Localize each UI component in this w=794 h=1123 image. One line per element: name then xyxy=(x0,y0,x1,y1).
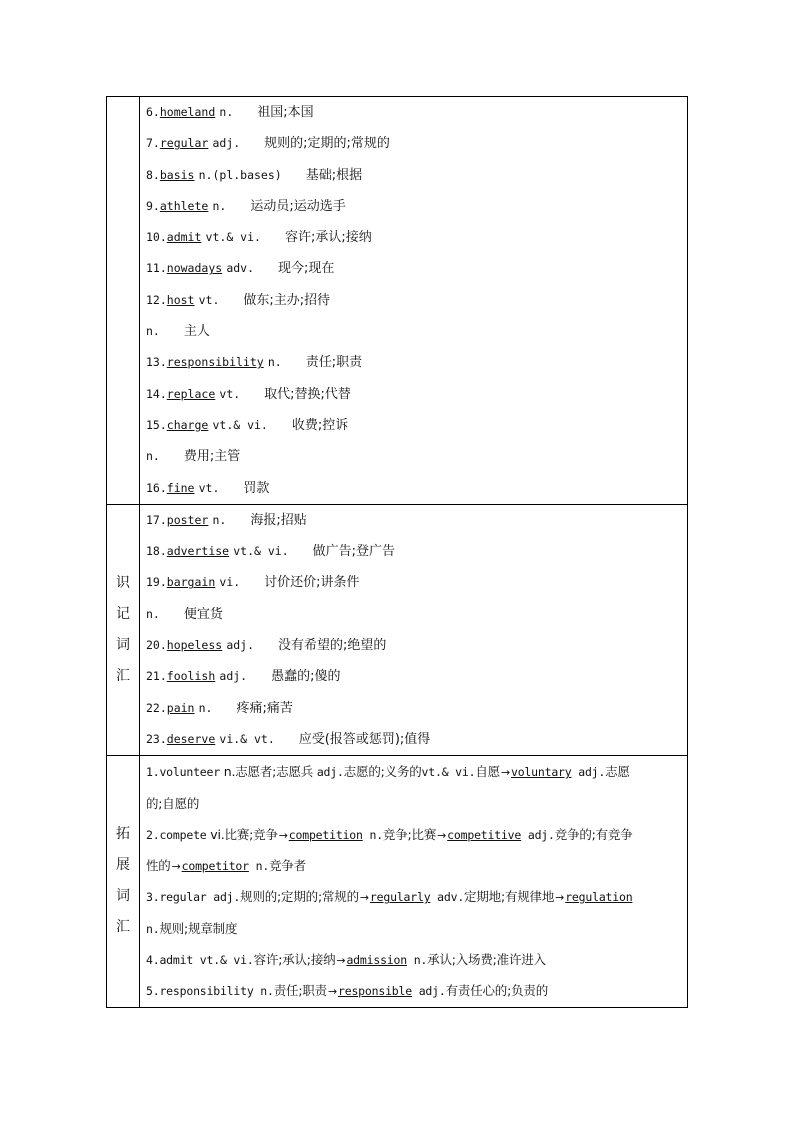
meaning: 收费;控诉 xyxy=(291,417,349,433)
vocabulary-entry xyxy=(146,630,681,661)
pos: vt.& vi. xyxy=(193,953,254,968)
meaning: 做广告;登广告 xyxy=(312,544,396,560)
headword: responsibility xyxy=(166,355,264,370)
headword: poster xyxy=(166,512,209,527)
part-of-speech: n. xyxy=(146,324,160,339)
derived-word: competitive xyxy=(447,827,522,842)
meaning: 疼痛;痛苦 xyxy=(236,700,293,716)
section-label-text: 拓展词汇 xyxy=(116,826,130,936)
part-of-speech: n. xyxy=(219,105,234,119)
arrow-icon: → xyxy=(500,766,510,780)
definition: 竞争的;有竞争 xyxy=(554,826,633,842)
headword: fine xyxy=(166,480,195,495)
headword: deserve xyxy=(166,731,216,746)
vocabulary-entry xyxy=(146,379,681,410)
headword: pain xyxy=(166,700,195,715)
headword: bargain xyxy=(166,575,216,590)
headword: regular xyxy=(159,136,209,151)
meaning: 便宜货 xyxy=(183,606,223,622)
entry-number: 21. xyxy=(146,669,167,684)
part-of-speech: n. xyxy=(146,449,160,464)
part-of-speech: n. xyxy=(212,198,227,213)
vocabulary-entry xyxy=(146,160,681,191)
pos: adj. xyxy=(411,984,446,999)
meaning: 责任;职责 xyxy=(305,355,363,371)
pos: adj. xyxy=(571,765,606,780)
part-of-speech: vt. xyxy=(219,386,241,401)
vocabulary-entry xyxy=(146,128,681,159)
section-label-recognition xyxy=(107,504,140,755)
pos: adj. xyxy=(316,765,344,780)
headword: 1.volunteer xyxy=(146,765,220,780)
pos: vt.& vi. xyxy=(421,765,476,780)
part-of-speech: vt.& vi. xyxy=(212,417,268,432)
recognition-vocabulary-list xyxy=(140,504,688,755)
meaning: 现今;现在 xyxy=(278,261,335,277)
entry-number: 14. xyxy=(146,386,167,401)
headword: admit xyxy=(166,230,202,245)
definition: 有责任心的;负责的 xyxy=(445,983,549,999)
vocabulary-entry xyxy=(146,285,681,316)
derived-word: responsible xyxy=(338,984,412,999)
entry-number: 17. xyxy=(146,512,167,527)
meaning: 运动员;运动选手 xyxy=(250,198,346,214)
extension-entry-line xyxy=(146,881,681,912)
part-of-speech: adj. xyxy=(226,638,255,653)
part-of-speech: adv. xyxy=(226,261,255,276)
arrow-icon: → xyxy=(437,828,447,842)
entry-number: 22. xyxy=(146,700,167,715)
extension-entry-line xyxy=(146,850,681,881)
entry-number: 19. xyxy=(146,575,167,590)
part-of-speech: vt.& vi. xyxy=(233,544,289,559)
pos: n. xyxy=(406,953,428,968)
section-recognition xyxy=(107,504,688,755)
derived-word: competitor xyxy=(181,859,249,874)
definition: 志愿的;义务的 xyxy=(343,764,422,780)
pos: adj. xyxy=(521,827,555,842)
meaning: 罚款 xyxy=(243,480,270,496)
section-extension xyxy=(107,756,688,1007)
headword: nowadays xyxy=(166,261,223,276)
arrow-icon: → xyxy=(278,828,288,842)
vocabulary-entry xyxy=(146,567,681,598)
section-core-continued xyxy=(107,97,688,505)
entry-number: 13. xyxy=(146,355,167,370)
definition: 自愿 xyxy=(475,764,500,780)
entry-number: 15. xyxy=(146,417,167,432)
pos: adj. xyxy=(206,890,241,905)
part-of-speech: n. xyxy=(198,700,213,715)
meaning: 祖国;本国 xyxy=(257,105,314,120)
pos: n. xyxy=(146,921,160,936)
arrow-icon: → xyxy=(327,985,337,999)
part-of-speech: adj. xyxy=(212,136,241,151)
vocabulary-entry xyxy=(146,599,681,630)
vocabulary-entry xyxy=(146,693,681,724)
pos: n. xyxy=(253,984,274,999)
definition: 承认;入场费;准许进入 xyxy=(427,952,546,968)
entry-number: 7. xyxy=(146,136,160,151)
core-vocabulary-list xyxy=(140,97,688,505)
extension-entry-line xyxy=(146,913,681,944)
part-of-speech: n.(pl.bases) xyxy=(198,167,282,182)
meaning: 讨价还价;讲条件 xyxy=(264,575,360,591)
entry-number: 20. xyxy=(146,638,167,653)
headword: 2.compete xyxy=(146,827,207,842)
headword: athlete xyxy=(159,198,209,213)
entry-number: 12. xyxy=(146,292,167,307)
definition: n.志愿者;志愿兵 xyxy=(219,764,317,780)
entry-number: 8. xyxy=(146,167,160,182)
part-of-speech: vi.& vt. xyxy=(219,731,275,746)
arrow-icon: → xyxy=(336,954,346,968)
vocabulary-entry xyxy=(146,505,681,536)
vocabulary-entry xyxy=(146,410,681,441)
derived-word: regularly xyxy=(369,890,431,905)
definition: 竞争;比赛 xyxy=(382,826,437,842)
meaning: 费用;主管 xyxy=(183,449,241,465)
pos: n. xyxy=(362,827,383,842)
vocabulary-entry xyxy=(146,222,681,253)
definition: 责任;职责 xyxy=(273,983,327,999)
part-of-speech: n. xyxy=(267,355,282,370)
vocabulary-table xyxy=(106,96,688,1008)
section-label-empty xyxy=(107,97,140,505)
definition: 定期地;有规律地 xyxy=(464,889,555,905)
part-of-speech: vt.& vi. xyxy=(205,230,261,245)
vocabulary-table-page xyxy=(106,96,688,1008)
vocabulary-entry xyxy=(146,347,681,378)
entry-number: 18. xyxy=(146,544,167,559)
headword: 4.admit xyxy=(146,953,194,968)
vocabulary-entry xyxy=(146,661,681,692)
definition: 竞争者 xyxy=(269,858,306,874)
vocabulary-entry xyxy=(146,536,681,567)
derived-word: admission xyxy=(346,953,407,968)
entry-number: 9. xyxy=(146,198,160,213)
vocabulary-entry xyxy=(146,253,681,284)
entry-number: 6. xyxy=(146,105,160,119)
meaning: 做东;主办;招待 xyxy=(243,292,331,308)
definition: 性的 xyxy=(146,858,171,874)
part-of-speech: vt. xyxy=(198,292,220,307)
definition: 规则的;定期的;常规的 xyxy=(240,889,359,905)
definition: 规则;规章制度 xyxy=(159,920,238,936)
extension-entry-line xyxy=(146,788,681,819)
vocabulary-entry xyxy=(146,724,681,755)
definition: 志愿 xyxy=(605,764,630,780)
vocabulary-entry xyxy=(146,441,681,472)
headword: basis xyxy=(159,167,195,182)
part-of-speech: vt. xyxy=(198,480,220,495)
headword: foolish xyxy=(166,669,216,684)
meaning: 没有希望的;绝望的 xyxy=(278,638,387,654)
meaning: 容许;承认;接纳 xyxy=(284,230,372,246)
vocabulary-entry xyxy=(146,473,681,504)
extension-vocabulary-list xyxy=(140,756,688,1007)
entry-number: 10. xyxy=(146,230,167,245)
derived-word: competition xyxy=(288,827,363,842)
extension-entry-line xyxy=(146,819,681,850)
headword: host xyxy=(166,292,195,307)
headword: homeland xyxy=(159,105,216,119)
headword: 5.responsibility xyxy=(146,984,254,999)
definition: 容许;承认;接纳 xyxy=(253,952,336,968)
derived-word: regulation xyxy=(565,890,633,905)
meaning: 主人 xyxy=(183,324,210,340)
extension-entry-line xyxy=(146,975,681,1006)
meaning: 取代;替换;代替 xyxy=(264,386,351,402)
entry-number: 23. xyxy=(146,731,167,746)
definition: 的;自愿的 xyxy=(146,795,200,811)
meaning: 愚蠢的;傻的 xyxy=(271,669,341,685)
arrow-icon: → xyxy=(359,891,369,905)
extension-entry-line xyxy=(146,756,681,787)
meaning: 基础;根据 xyxy=(305,167,363,183)
entry-number: 16. xyxy=(146,480,167,495)
meaning: 应受(报答或惩罚);值得 xyxy=(298,731,431,747)
section-label-text: 识记词汇 xyxy=(116,575,130,685)
definition: vi.比赛;竞争 xyxy=(206,826,278,842)
arrow-icon: → xyxy=(171,860,181,874)
meaning: 海报;招贴 xyxy=(250,512,307,528)
meaning: 规则的;定期的;常规的 xyxy=(264,136,390,152)
headword: charge xyxy=(166,417,209,432)
headword: hopeless xyxy=(166,638,223,653)
part-of-speech: adj. xyxy=(219,669,248,684)
vocabulary-entry xyxy=(146,191,681,222)
extension-entry-line xyxy=(146,944,681,975)
vocabulary-entry xyxy=(146,316,681,347)
part-of-speech: n. xyxy=(212,512,227,527)
headword: 3.regular xyxy=(146,890,207,905)
vocabulary-entry xyxy=(146,97,681,128)
pos: adv. xyxy=(430,890,465,905)
entry-number: 11. xyxy=(146,261,167,276)
derived-word: voluntary xyxy=(510,765,572,780)
pos: n. xyxy=(248,859,270,874)
headword: advertise xyxy=(166,544,230,559)
part-of-speech: vi. xyxy=(219,575,241,590)
arrow-icon: → xyxy=(555,891,565,905)
section-label-extension xyxy=(107,756,140,1007)
headword: replace xyxy=(166,386,216,401)
part-of-speech: n. xyxy=(146,606,160,621)
